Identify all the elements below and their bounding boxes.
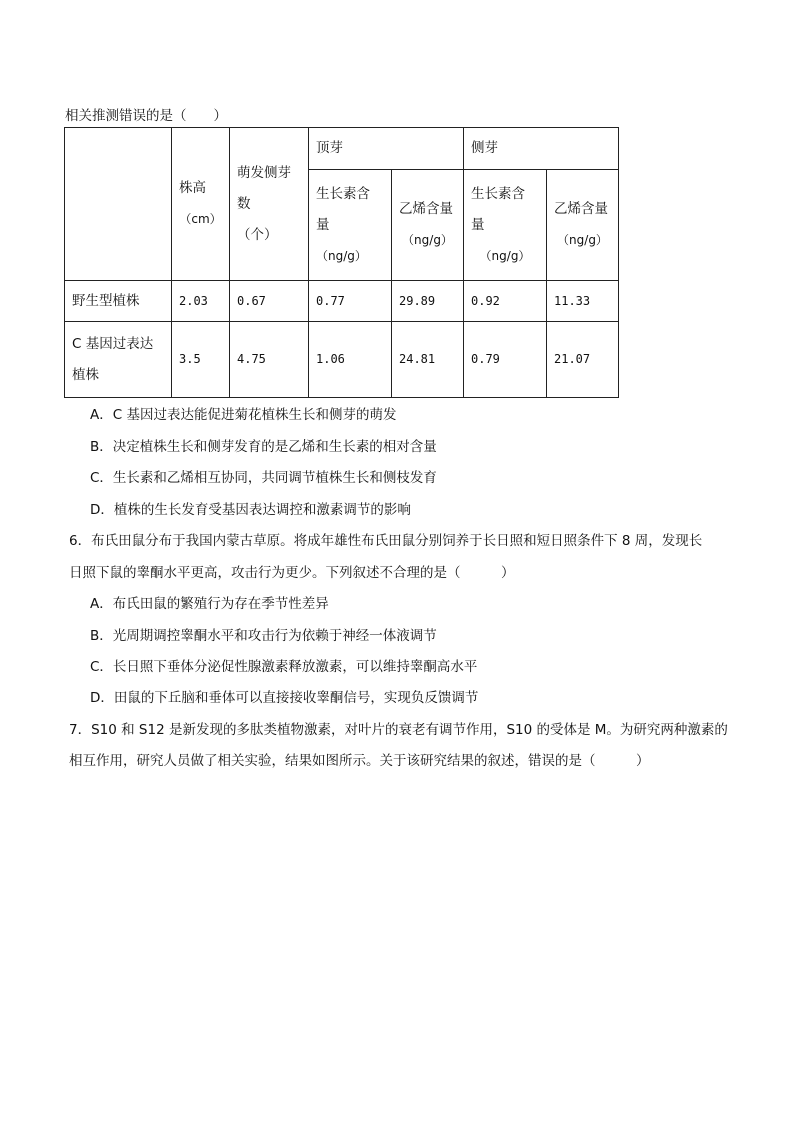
table-cell: 29.89 [392, 281, 464, 322]
q7-stem-line-2: 相互作用，研究人员做了相关实验，结果如图所示。关于该研究结果的叙述，错误的是（ ） [69, 753, 650, 769]
table-cell: 0.79 [464, 322, 547, 398]
row-label: C 基因过表达 植株 [65, 322, 172, 398]
table-cell: 11.33 [547, 281, 619, 322]
q6-option-b: B．光周期调控睾酮水平和攻击行为依赖于神经一体液调节 [90, 628, 437, 644]
q7-stem-line-1: 7．S10 和 S12 是新发现的多肽类植物激素，对叶片的衰老有调节作用，S10 的受体是 M。为研究两种激素的 [69, 722, 728, 738]
q6-option-d: D．田鼠的下丘脑和垂体可以直接接收睾酮信号，实现负反馈调节 [90, 690, 479, 706]
q6-option-c: C．长日照下垂体分泌促性腺激素释放激素，可以维持睾酮高水平 [90, 659, 478, 675]
row-label: 野生型植株 [65, 281, 172, 322]
table-cell: 4.75 [230, 322, 309, 398]
q6-stem-line-1: 6．布氏田鼠分布于我国内蒙古草原。将成年雄性布氏田鼠分别饲养于长日照和短日照条件下 8 周，发现长 [69, 533, 703, 549]
table-cell: 24.81 [392, 322, 464, 398]
q5-option-d: D．植株的生长发育受基因表达调控和激素调节的影响 [90, 502, 411, 518]
table-cell: 2.03 [172, 281, 230, 322]
table-cell: 0.92 [464, 281, 547, 322]
header-auxin-apical: 生长素含 量 （ng/g） [309, 170, 392, 281]
header-ethylene-lateral: 乙烯含量 （ng/g） [547, 170, 619, 281]
q6-option-a: A．布氏田鼠的繁殖行为存在季节性差异 [90, 596, 329, 612]
table-cell: 0.77 [309, 281, 392, 322]
header-blank-cell [65, 128, 172, 281]
question-intro: 相关推测错误的是（ ） [65, 108, 227, 124]
header-bud-count: 萌发侧芽 数 （个） [230, 128, 309, 281]
table-cell: 21.07 [547, 322, 619, 398]
table-header-row-1 [65, 128, 619, 170]
header-auxin-lateral: 生长素含 量 （ng/g） [464, 170, 547, 281]
header-lateral-bud: 侧芽 [464, 128, 619, 170]
table-cell: 1.06 [309, 322, 392, 398]
q5-option-b: B．决定植株生长和侧芽发育的是乙烯和生长素的相对含量 [90, 439, 437, 455]
table-cell: 0.67 [230, 281, 309, 322]
data-table [64, 127, 619, 398]
q5-option-c: C．生长素和乙烯相互协同，共同调节植株生长和侧枝发育 [90, 470, 437, 486]
table-row [65, 281, 619, 322]
q5-option-a: A．C 基因过表达能促进菊花植株生长和侧芽的萌发 [90, 407, 397, 423]
header-ethylene-apical: 乙烯含量 （ng/g） [392, 170, 464, 281]
header-plant-height: 株高 （cm） [172, 128, 230, 281]
table-row [65, 322, 619, 398]
q6-stem-line-2: 日照下鼠的睾酮水平更高，攻击行为更少。下列叙述不合理的是（ ） [69, 565, 515, 581]
header-apical-bud: 顶芽 [309, 128, 464, 170]
table-cell: 3.5 [172, 322, 230, 398]
